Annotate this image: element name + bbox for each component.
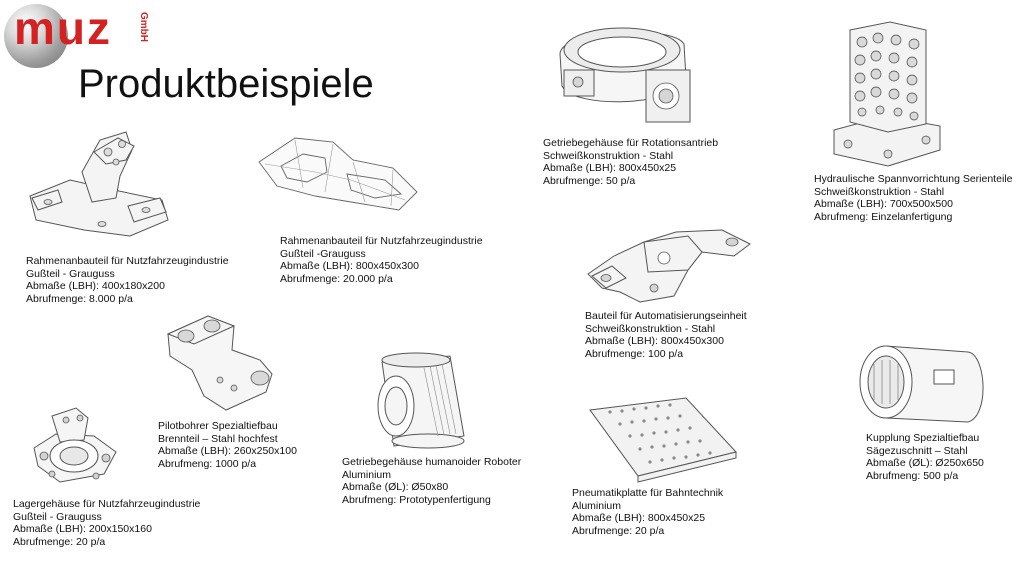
product-quantity: Abrufmenge: 50 p/a <box>543 174 636 187</box>
product-material: Gußteil - Grauguss <box>26 267 115 280</box>
product-quantity: Abrufmeng: 1000 p/a <box>158 457 257 470</box>
product-name: Rahmenanbauteil für Nutzfahrzeugindustrie <box>280 235 483 247</box>
product-name: Lagergehäuse für Nutzfahrzeugindustrie <box>13 498 201 510</box>
product-dimensions: Abmaße (LBH): 800x450x25 <box>543 162 677 174</box>
product-material: Schweißkonstruktion - Stahl <box>585 322 716 335</box>
product-dimensions: Abmaße (LBH): 800x450x300 <box>585 335 724 347</box>
product-caption-automatisierung <box>585 310 747 360</box>
product-caption-kupplung <box>866 432 984 482</box>
product-material: Sägezuschnitt – Stahl <box>866 444 968 457</box>
product-name: Getriebegehäuse für Rotationsantrieb <box>543 137 719 149</box>
product-caption-rahmen1 <box>26 255 229 305</box>
product-material: Gußteil - Grauguss <box>13 510 102 523</box>
product-quantity: Abrufmenge: 100 p/a <box>585 347 684 360</box>
frame-part-icon <box>255 132 421 214</box>
product-name: Rahmenanbauteil für Nutzfahrzeugindustrie <box>26 255 229 267</box>
product-material: Gußteil -Grauguss <box>280 247 366 260</box>
product-caption-rahmen2 <box>280 235 483 285</box>
product-name: Getriebegehäuse humanoider Roboter <box>342 456 522 468</box>
bearing-housing-icon <box>30 406 120 490</box>
product-quantity: Abrufmenge: 20.000 p/a <box>280 272 393 285</box>
product-caption-hydraulik <box>814 173 1012 223</box>
product-name: Kupplung Spezialtiefbau <box>866 432 980 444</box>
product-dimensions: Abmaße (ØL): Ø50x80 <box>342 481 449 493</box>
product-dimensions: Abmaße (LBH): 400x180x200 <box>26 280 165 292</box>
gear-housing-icon <box>554 14 694 130</box>
product-dimensions: Abmaße (LBH): 800x450x25 <box>572 512 706 524</box>
pneumatic-plate-icon <box>586 394 738 480</box>
product-dimensions: Abmaße (LBH): 260x250x100 <box>158 445 297 457</box>
product-caption-lager <box>13 498 200 548</box>
product-material: Aluminium <box>572 499 622 512</box>
frame-bracket-icon <box>22 128 172 246</box>
product-caption-getriebe <box>543 137 718 187</box>
logo-wordmark: muz <box>14 2 112 54</box>
product-quantity: Abrufmeng: Einzelanfertigung <box>814 210 953 223</box>
page-title: Produktbeispiele <box>78 62 374 106</box>
product-material: Schweißkonstruktion - Stahl <box>814 185 945 198</box>
product-quantity: Abrufmenge: 20 p/a <box>13 535 106 548</box>
product-material: Aluminium <box>342 468 392 481</box>
product-caption-pneumatik <box>572 487 723 537</box>
product-caption-pilotbohrer <box>158 420 297 470</box>
pilot-drill-icon <box>164 314 276 414</box>
hydraulic-fixture-icon <box>830 20 944 172</box>
robot-gear-housing-icon <box>364 350 468 450</box>
product-dimensions: Abmaße (LBH): 800x450x300 <box>280 260 419 272</box>
product-quantity: Abrufmeng: 500 p/a <box>866 469 959 482</box>
product-name: Bauteil für Automatisierungseinheit <box>585 310 747 322</box>
product-quantity: Abrufmenge: 8.000 p/a <box>26 292 133 305</box>
product-dimensions: Abmaße (LBH): 700x500x500 <box>814 198 953 210</box>
product-dimensions: Abmaße (ØL): Ø250x650 <box>866 457 984 469</box>
product-name: Hydraulische Spannvorrichtung Serienteile <box>814 173 1013 185</box>
product-name: Pilotbohrer Spezialtiefbau <box>158 420 278 432</box>
product-name: Pneumatikplatte für Bahntechnik <box>572 487 724 499</box>
automation-part-icon <box>584 222 754 306</box>
product-quantity: Abrufmenge: 20 p/a <box>572 524 665 537</box>
product-material: Schweißkonstruktion - Stahl <box>543 149 674 162</box>
product-caption-roboter <box>342 456 521 506</box>
coupling-icon <box>856 342 990 428</box>
product-quantity: Abrufmeng: Prototypenfertigung <box>342 493 491 506</box>
product-dimensions: Abmaße (LBH): 200x150x160 <box>13 523 152 535</box>
product-material: Brennteil – Stahl hochfest <box>158 432 278 445</box>
logo-gmbh-suffix: GmbH <box>138 12 149 42</box>
